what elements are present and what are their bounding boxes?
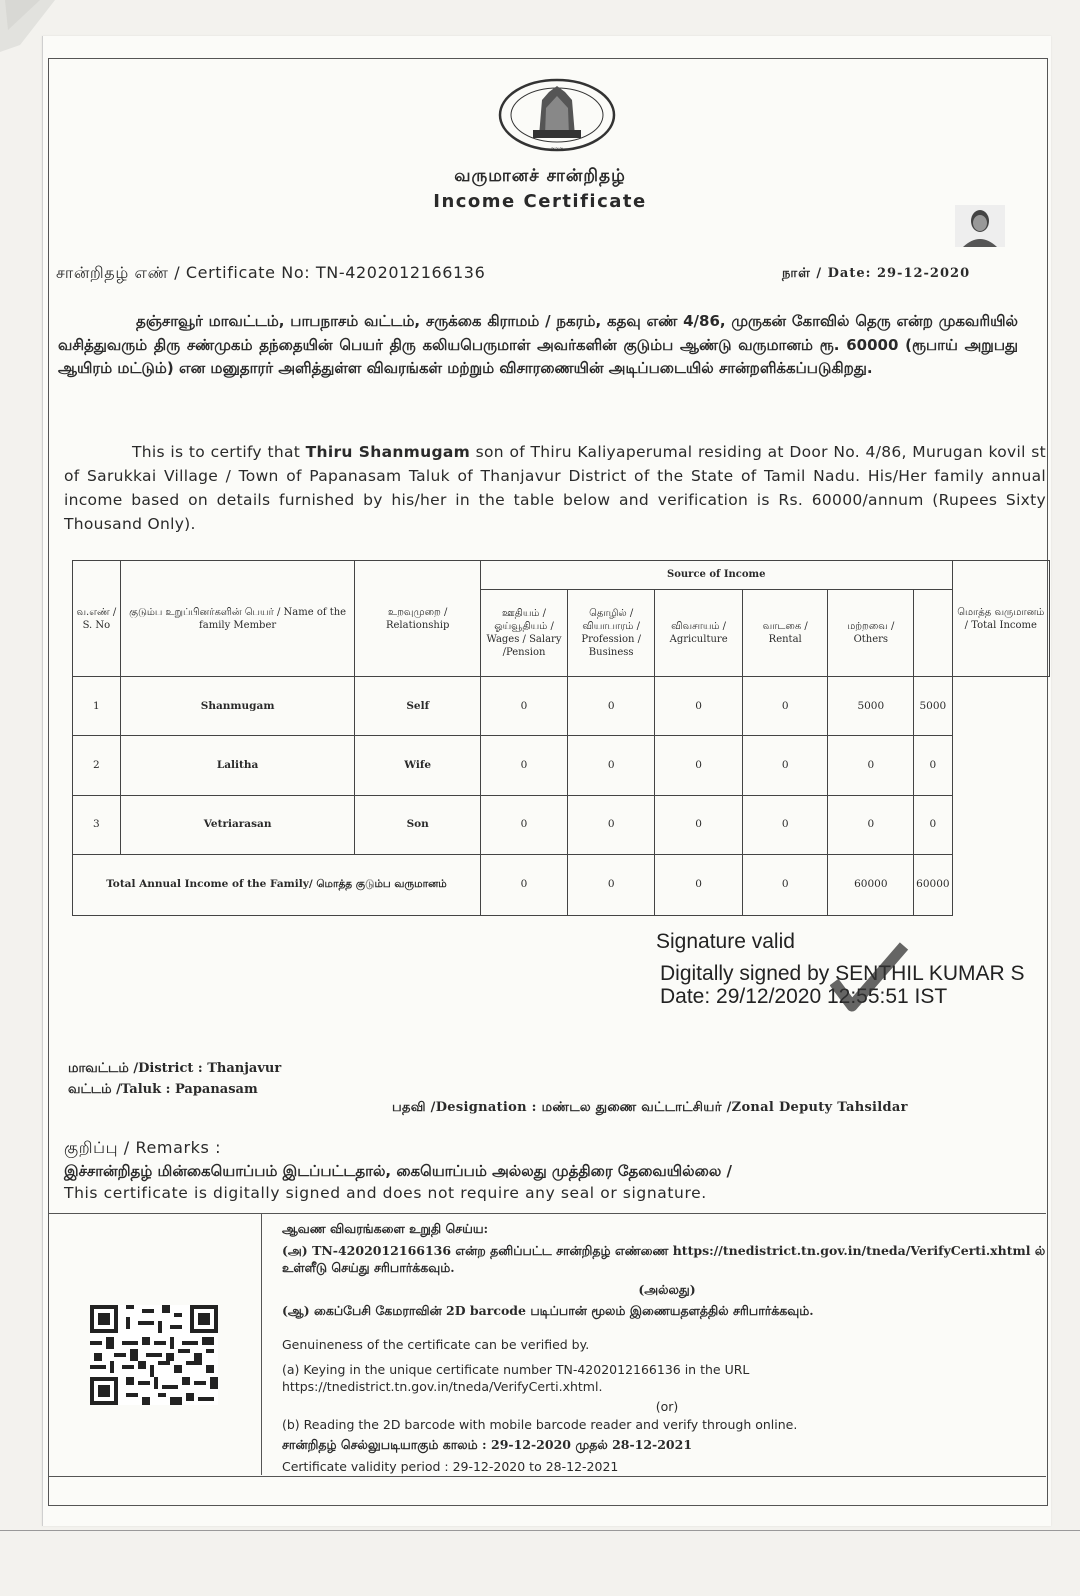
cell-name: Lalitha — [120, 736, 355, 795]
cell-wages: 0 — [480, 677, 567, 736]
title-tamil: வருமானச் சான்றிதழ் — [454, 166, 626, 186]
total-agriculture: 0 — [655, 854, 743, 915]
cell-agriculture: 0 — [655, 736, 743, 795]
body-text-pre: This is to certify that — [132, 443, 306, 461]
remarks-tamil: இச்சான்றிதழ் மின்கையொப்பம் இடப்பட்டதால், கையொப்பம் அல்லது முத்திரை தேவையில்லை / — [64, 1162, 732, 1180]
certificate-body-tamil: தஞ்சாவூர் மாவட்டம், பாபநாசம் வட்டம், சருக்கை கிராமம் / நகரம், கதவு எண் 4/86, முருகன் கோவில் தெரு என்ற முகவரியில் வசித்துவரும் திரு சண்முகம் தந்தையின் பெயர் திரு கலியபெருமாள் அவர்களின் குடும்ப ஆண்டு வருமானம் ரூ. 60000 (ரூபாய் அறுபது ஆயிரம் மட்டும்) என மனுதாரர் அளித்துள்ள விவரங்கள் மற்றும் விசாரணையின் அடிப்படையில் சான்றளிக்கப்படுகிறது. — [58, 312, 1018, 377]
office-location — [68, 1058, 281, 1100]
total-row-label: Total Annual Income of the Family/ மொத்த குடும்ப வருமானம் — [73, 854, 481, 915]
header-agriculture: விவசாயம் / Agriculture — [655, 589, 743, 677]
remarks-label: குறிப்பு / Remarks : — [64, 1138, 222, 1157]
verify-option-a-english: (a) Keying in the unique certificate number TN-4202012166136 in the URL https://tnedistrict.tn.gov.in/tneda/VerifyCerti.xhtml. — [282, 1362, 750, 1394]
signature-date: Date: 29/12/2020 12:55:51 IST — [660, 985, 948, 1008]
cell-profession: 0 — [568, 795, 655, 854]
applicant-photo — [955, 205, 1005, 247]
cell-total: 0 — [914, 736, 952, 795]
cell-profession: 0 — [568, 677, 655, 736]
total-profession: 0 — [568, 854, 655, 915]
cell-wages: 0 — [480, 736, 567, 795]
header-others: மற்றவை / Others — [828, 589, 914, 677]
torn-page-corner — [0, 0, 60, 60]
cell-relationship: Son — [355, 795, 480, 854]
header-relationship: உறவுமுறை / Relationship — [355, 561, 480, 677]
validity-tamil: சான்றிதழ் செல்லுபடியாகும் காலம் : 29-12-2020 முதல் 28-12-2021 — [282, 1437, 693, 1452]
total-rental: 0 — [742, 854, 827, 915]
certificate-date: நாள் / Date: 29-12-2020 — [782, 266, 971, 281]
signed-by: Digitally signed by SENTHIL KUMAR S — [660, 962, 1025, 985]
tamil-nadu-emblem-icon — [497, 78, 617, 153]
verify-or-tamil: (அல்லது) — [638, 1282, 696, 1297]
qr-code-icon[interactable] — [90, 1305, 218, 1405]
income-table — [72, 560, 1050, 916]
certificate-number: சான்றிதழ் எண் / Certificate No: TN-4202012166136 — [56, 263, 486, 282]
cell-agriculture: 0 — [655, 677, 743, 736]
verify-option-b-english: (b) Reading the 2D barcode with mobile barcode reader and verify through online. — [282, 1417, 798, 1432]
district: மாவட்டம் /District : Thanjavur — [68, 1061, 282, 1076]
applicant-name: Thiru Shanmugam — [305, 443, 471, 461]
certificate-body-english — [64, 440, 1046, 536]
cell-wages: 0 — [480, 795, 567, 854]
header-sno: வ.எண் / S. No — [73, 561, 121, 677]
cell-total: 0 — [914, 795, 952, 854]
verify-or-english: (or) — [655, 1399, 679, 1414]
verify-option-b-tamil: (ஆ) கைப்பேசி கேமராவின் 2D barcode படிப்பான் மூலம் இணையதளத்தில் சரிபார்க்கவும். — [282, 1303, 814, 1318]
verify-heading-tamil: ஆவண விவரங்களை உறுதி செய்ய: — [282, 1221, 489, 1236]
cell-total: 5000 — [914, 677, 952, 736]
cell-sno: 3 — [73, 795, 121, 854]
designation: பதவி /Designation : மண்டல துணை வட்டாட்சியர் /Zonal Deputy Tahsildar — [392, 1100, 908, 1115]
body-text-post: son of Thiru Kaliyaperumal residing at Door No. 4/86, Murugan kovil st of Sarukkai Village / Town of Papanasam Taluk of Thanjavur District of the State of Tamil Nadu. His/Her family annual income based on details furnished by his/her in the table below and verification is Rs. 60000/annum (Rupees Sixty Thousand Only). — [64, 443, 1046, 533]
cell-name: Shanmugam — [120, 677, 355, 736]
cell-others: 0 — [828, 795, 914, 854]
verify-option-a-tamil: (அ) TN-4202012166136 என்ற தனிப்பட்ட சான்றிதழ் எண்ணை https://tnedistrict.tn.gov.in/tneda/VerifyCerti.xhtml ல் உள்ளீடு செய்து சரிபார்க்கவும். — [282, 1243, 1046, 1275]
table-row — [73, 677, 1050, 736]
title-english: Income Certificate — [433, 191, 647, 212]
cell-rental: 0 — [742, 795, 827, 854]
table-row — [73, 736, 1050, 795]
header-total-income: மொத்த வருமானம் / Total Income — [952, 561, 1049, 677]
remarks-english: This certificate is digitally signed and does not require any seal or signature. — [64, 1184, 707, 1202]
cell-agriculture: 0 — [655, 795, 743, 854]
page-edge-line — [0, 1530, 1080, 1531]
cell-sno: 2 — [73, 736, 121, 795]
cell-others: 5000 — [828, 677, 914, 736]
signature-status: Signature valid — [656, 930, 795, 953]
cell-name: Vetriarasan — [120, 795, 355, 854]
cell-rental: 0 — [742, 677, 827, 736]
table-total-row — [73, 854, 1050, 915]
verify-genuineness: Genuineness of the certificate can be verified by. — [282, 1337, 590, 1352]
header-source-of-income: Source of Income — [480, 561, 952, 590]
cell-relationship: Self — [355, 677, 480, 736]
header-rental: வாடகை / Rental — [742, 589, 827, 677]
cell-sno: 1 — [73, 677, 121, 736]
header-profession: தொழில் / வியாபாரம் / Profession / Business — [568, 589, 655, 677]
total-others: 60000 — [828, 854, 914, 915]
checkmark-icon — [830, 942, 910, 1012]
cell-profession: 0 — [568, 736, 655, 795]
total-wages: 0 — [480, 854, 567, 915]
validity-english: Certificate validity period : 29-12-2020 to 28-12-2021 — [282, 1459, 619, 1474]
cell-rental: 0 — [742, 736, 827, 795]
header-wages: ஊதியம் / ஓய்வூதியம் / Wages / Salary /Pension — [480, 589, 567, 677]
table-row — [73, 795, 1050, 854]
cell-relationship: Wife — [355, 736, 480, 795]
total-income: 60000 — [914, 854, 952, 915]
cell-others: 0 — [828, 736, 914, 795]
header-name: குடும்ப உறுப்பினர்களின் பெயர் / Name of the family Member — [120, 561, 355, 677]
taluk: வட்டம் /Taluk : Papanasam — [68, 1082, 258, 1097]
svg-text:~~~: ~~~ — [550, 146, 564, 152]
